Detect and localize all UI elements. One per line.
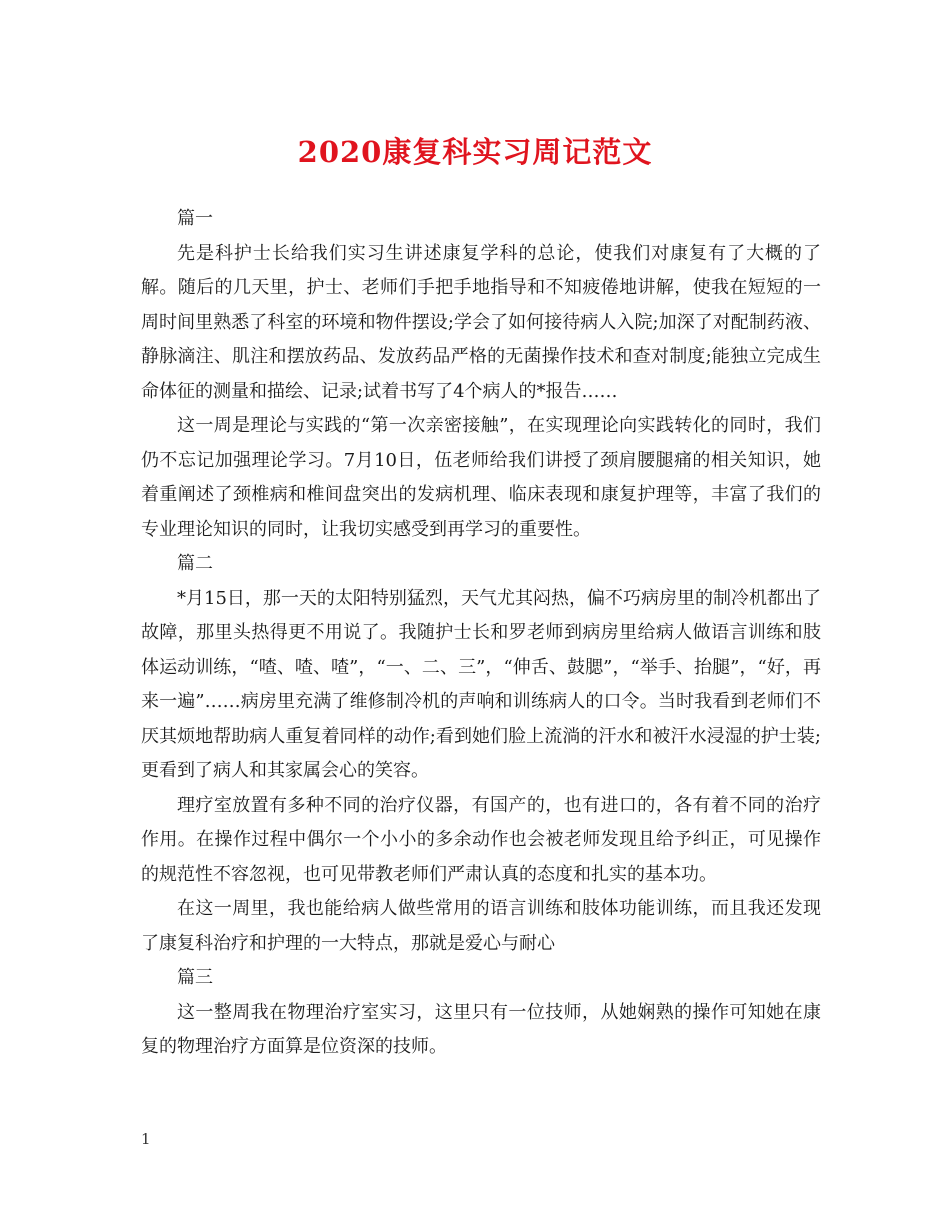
paragraph: 在这一周里，我也能给病人做些常用的语言训练和肢体功能训练，而且我还发现了康复科治疗和护理的一大特点，那就是爱心与耐心 xyxy=(141,898,821,954)
section-heading-1: 篇一 xyxy=(177,208,213,229)
document-body xyxy=(141,202,821,1065)
paragraph: *月15日，那一天的太阳特别猛烈，天气尤其闷热，偏不巧病房里的制冷机都出了故障，那里头热得更不用说了。我随护士长和罗老师到病房里给病人做语言训练和肢体运动训练，“喳、喳、喳”，“一、二、三”，“伸舌、鼓腮”，“举手、抬腿”，“好，再来一遍”……病房里充满了维修制冷机的声响和训练病人的口令。当时我看到老师们不厌其烦地帮助病人重复着同样的动作;看到她们脸上流淌的汗水和被汗水浸湿的护士装;更看到了病人和其家属会心的笑容。 xyxy=(141,587,821,781)
page-number: 1 xyxy=(141,1130,151,1148)
paragraph: 这一周是理论与实践的“第一次亲密接触”，在实现理论向实践转化的同时，我们仍不忘记加强理论学习。7月10日，伍老师给我们讲授了颈肩腰腿痛的相关知识，她着重阐述了颈椎病和椎间盘突出的发病机理、临床表现和康复护理等，丰富了我们的专业理论知识的同时，让我切实感受到再学习的重要性。 xyxy=(141,415,821,540)
section-heading-3: 篇三 xyxy=(177,967,213,988)
document-title: 2020康复科实习周记范文 xyxy=(297,135,653,169)
paragraph: 先是科护士长给我们实习生讲述康复学科的总论，使我们对康复有了大概的了解。随后的几天里，护士、老师们手把手地指导和不知疲倦地讲解，使我在短短的一周时间里熟悉了科室的环境和物件摆设;学会了如何接待病人入院;加深了对配制药液、静脉滴注、肌注和摆放药品、发放药品严格的无菌操作技术和查对制度;能独立完成生命体征的测量和描绘、记录;试着书写了4个病人的*报告…… xyxy=(141,242,821,402)
paragraph: 这一整周我在物理治疗室实习，这里只有一位技师，从她娴熟的操作可知她在康复的物理治疗方面算是位资深的技师。 xyxy=(141,1001,821,1057)
paragraph: 理疗室放置有多种不同的治疗仪器，有国产的，也有进口的，各有着不同的治疗作用。在操作过程中偶尔一个小小的多余动作也会被老师发现且给予纠正，可见操作的规范性不容忽视，也可见带教老师们严肃认真的态度和扎实的基本功。 xyxy=(141,794,821,885)
section-heading-2: 篇二 xyxy=(177,553,213,574)
